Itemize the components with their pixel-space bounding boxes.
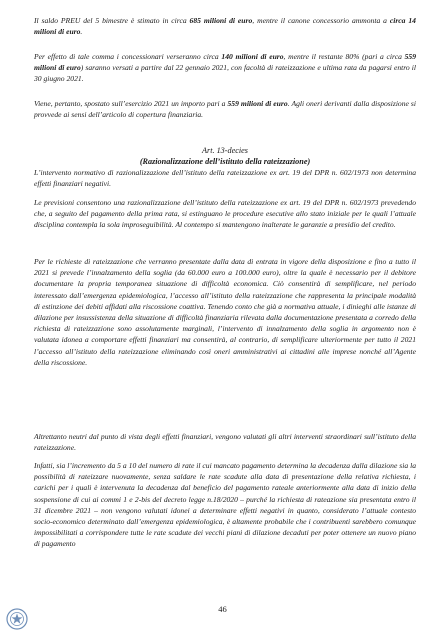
page-number: 46 [218, 604, 227, 614]
paragraph-altri-interventi: Altrettanto neutri dal punto di vista degli effetti finanziari, vengono valutati gli altri interventi straordinari sull’istituto della rateizzazione. [34, 432, 416, 453]
paragraph-preu-saldo: Il saldo PREU del 5 bimestre è stimato in circa 685 milioni di euro, mentre il canone concessorio ammonta a circa 14 milioni di euro. [34, 16, 416, 37]
paragraph-intervento-normativo: L’intervento normativo di razionalizzazione dell’istituto della rateizzazione ex art. 19 del DPR n. 602/1973 non determina effetti finanziari negativi. [34, 168, 416, 189]
paragraph-effetto-comma: Per effetto di tale comma i concessionari verseranno circa 140 milioni di euro, mentre il restante 80% (pari a circa 559 milioni di euro) saranno versati a partire dal 22 gennaio 2021, con facoltà di rateizzazione e ultima rata da pagarsi entro il 30 giugno 2021. [34, 52, 416, 84]
paragraph-incremento-rate: Infatti, sia l’incremento da 5 a 10 del numero di rate il cui mancato pagamento determina la decadenza dalla dilazione sia la possibilità di rateizzare nuovamente, senza saldare le rate scadute alla data di presentazione della relativa richiesta, i carichi per i quali è intervenuta la decadenza dal beneficio del pagamento rateale anteriormente alla data di inizio della sospensione di cui ai commi 1 e 2-bis del decreto legge n.18/2020 – purché la richiesta di rateazione sia presentata entro il 31 dicembre 2021 – non vengono valutati idonei a determinare effetti negativi in quanto, considerato l’attuale contesto socio-economico determinato dall’emergenza epidemiologica, è altamente probabile che i contribuenti sarebbero comunque impossibilitati a corrispondere tutte le rate scadute dei vecchi piani di dilazione decaduti per poter ottenere un nuovo piano di pagamento [34, 461, 416, 549]
republic-seal-icon [6, 608, 28, 630]
article-subtitle: (Razionalizzazione dell’istituto della rateizzazione) [139, 156, 311, 166]
paragraph-previsioni: Le previsioni consentono una razionalizzazione dell’istituto della rateizzazione ex art. 19 del DPR n. 602/1973 prevedendo che, a seguito del pagamento della prima rata, si estinguano le procedure esecutive allo stato iniziale per le quali l’attuale disciplina contempla la sola improseguibilità. Al contempo si mantengono inalterate le garanzie a presidio del credito. [34, 198, 416, 230]
article-title: Art. 13-decies [202, 146, 248, 155]
article-heading [34, 146, 416, 167]
paragraph-richieste-rateizzazione: Per le richieste di rateizzazione che verranno presentate dalla data di entrata in vigore della disposizione e fino a tutto il 2021 si prevede l’innalzamento della soglia (da 60.000 euro a 100.000 euro), oltre la quale è necessario per il debitore documentare la propria temporanea situazione di difficoltà economica. Ciò consentirà di semplificare, nel periodo interessato dall’emergenza epidemiologica, l’accesso all’istituto della rateizzazione che rappresenta la principale modalità di estinzione dei debiti affidati alla riscossione coattiva. Tenendo conto che già a normativa attuale, i dinieghi alle istanze di dilazione per insussistenza della situazione di difficoltà finanziaria rilevata dalla documentazione presentata a corredo della richiesta di rateizzazione sono assolutamente marginali, l’intervento di innalzamento della soglia in argomento non è valutata idonea a comportare effetti finanziari ma consentirà, al contrario, di semplificare ulteriormente per tutto il 2021 l’accesso all’istituto della rateizzazione eliminando così oneri amministrativi ai cittadini alle imprese nonché all’Agente della riscossione. [34, 257, 416, 367]
paragraph-spostamento-esercizio: Viene, pertanto, spostato sull’esercizio 2021 un importo pari a 559 milioni di euro. Agli oneri derivanti dalla disposizione si provvede ai sensi dell’articolo di copertura finanziaria. [34, 99, 416, 120]
